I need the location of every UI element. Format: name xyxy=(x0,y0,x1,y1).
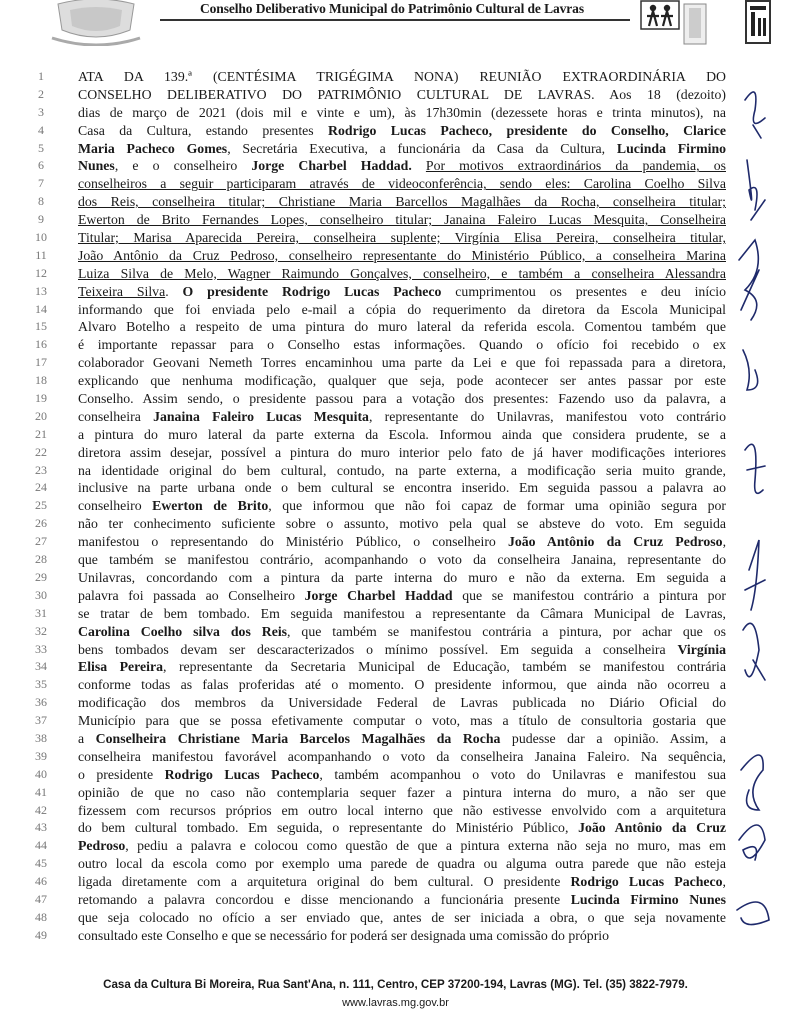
minutes-body xyxy=(28,68,726,945)
text-line xyxy=(28,497,726,515)
line-number: 40 xyxy=(35,766,47,781)
line-number: 42 xyxy=(35,802,47,817)
line-text xyxy=(78,909,726,927)
underlined-text: Titular; Marisa Aparecida Pereira, conselheira suplente; Virgínia Elisa Pereira, conselheira titular, xyxy=(78,230,726,246)
line-text xyxy=(78,569,726,587)
text-line xyxy=(28,301,726,319)
text-segment: outro local da escola como por exemplo uma parede de quadra ou alguma outra parede que não esteja xyxy=(78,856,726,872)
bold-text: Rodrigo Lucas Pacheco xyxy=(164,766,320,782)
text-segment: conforme todas as falas proferidas até o momento. O presidente informou, que ainda não ocorreu a xyxy=(78,677,726,693)
line-text xyxy=(78,318,726,336)
text-line xyxy=(28,587,726,605)
line-number: 1 xyxy=(38,69,44,83)
underlined-text: conselheiros a seguir participaram através de videoconferência, sendo eles: Carolina Coelho Silva xyxy=(78,176,726,192)
text-segment: na identidade original do bem cultural, contudo, na parte externa, a modificação seria muito grande, xyxy=(78,462,726,478)
line-number: 38 xyxy=(35,730,47,745)
heritage-seal-logo xyxy=(682,2,708,46)
text-segment: , que informou que não foi capaz de formar uma opinião segura por xyxy=(268,498,727,514)
bold-text: Ewerton de Brito xyxy=(152,498,269,514)
line-number: 30 xyxy=(35,587,47,602)
line-text xyxy=(78,641,726,659)
header-title: Conselho Deliberativo Municipal do Patrimônio Cultural de Lavras xyxy=(200,1,584,16)
line-text xyxy=(78,784,726,802)
line-text xyxy=(78,390,726,408)
line-text xyxy=(78,819,726,837)
text-segment: dias de março de 2021 (dois mil e vinte e um), às 17h30min (dezessete horas e trinta minutos), na xyxy=(78,104,726,120)
text-segment: ATA DA 139.ª (CENTÉSIMA TRIGÉGIMA NONA) REUNIÃO EXTRAORDINÁRIA DO xyxy=(78,69,726,84)
text-segment: do bem cultural tombado. Em seguida, o representante do Ministério Público, xyxy=(78,820,579,836)
text-segment: conselheiro xyxy=(78,498,153,514)
text-line xyxy=(28,819,726,837)
text-segment: a xyxy=(78,730,96,746)
line-text xyxy=(78,533,726,551)
text-line xyxy=(28,569,726,587)
line-number: 24 xyxy=(35,480,47,495)
text-line xyxy=(28,283,726,301)
line-text xyxy=(78,712,726,730)
line-number: 6 xyxy=(38,158,44,173)
text-line xyxy=(28,86,726,104)
text-line xyxy=(28,730,726,748)
line-text xyxy=(78,891,726,909)
bold-text: Maria Pacheco Gomes xyxy=(78,140,228,156)
text-line xyxy=(28,658,726,676)
text-line xyxy=(28,605,726,623)
line-number: 35 xyxy=(35,677,47,692)
text-line xyxy=(28,229,726,247)
line-number: 19 xyxy=(35,391,47,406)
text-line xyxy=(28,533,726,551)
line-number: 3 xyxy=(38,104,44,119)
line-number: 48 xyxy=(35,909,47,924)
line-text xyxy=(78,86,726,104)
text-segment: conselheira manifestou favorável acompanhando o voto da conselheira Janaina Faleiro. Na sequência, xyxy=(78,748,726,764)
bold-text: Janaina Faleiro Lucas Mesquita xyxy=(153,408,369,424)
text-line xyxy=(28,247,726,265)
margin-signatures xyxy=(722,70,791,960)
line-number: 10 xyxy=(35,230,47,245)
line-text xyxy=(78,676,726,694)
text-segment: , representante do Unilavras, manifestou voto contrário xyxy=(368,408,726,424)
bold-text: O presidente Rodrigo Lucas Pacheco xyxy=(182,283,442,299)
text-segment: explicando que nenhuma modificação, qualquer que seja, pode acontecer ser antes passar por este xyxy=(78,373,726,389)
text-line xyxy=(28,193,726,211)
line-text xyxy=(78,408,726,426)
text-line xyxy=(28,175,726,193)
text-segment: que se manifestou contrário a pintura por xyxy=(452,587,726,603)
line-text xyxy=(78,802,726,820)
line-number: 5 xyxy=(38,140,44,155)
line-number: 47 xyxy=(35,891,47,906)
text-line xyxy=(28,354,726,372)
line-text xyxy=(78,247,726,265)
line-text xyxy=(78,283,726,301)
text-segment: , xyxy=(722,534,727,550)
text-line xyxy=(28,479,726,497)
text-segment: é importante repassar para o Conselho estas informações. Quando o ofício foi recebido o ex xyxy=(78,337,726,353)
line-number: 44 xyxy=(35,838,47,853)
line-text xyxy=(78,157,726,175)
text-line xyxy=(28,265,726,283)
bold-text: Nunes xyxy=(78,158,115,174)
text-line xyxy=(28,372,726,390)
text-segment: cumprimentou os presentes e deu início xyxy=(441,283,727,299)
text-segment: consultado este Conselho e que se necessário for poderá ser designada uma comissão do próprio xyxy=(78,927,610,943)
text-line xyxy=(28,873,726,891)
text-segment: , que também se manifestou contrária a pintura, por achar que os xyxy=(287,623,727,639)
text-segment: , e o conselheiro xyxy=(114,158,252,174)
line-number: 37 xyxy=(35,713,47,728)
text-line xyxy=(28,837,726,855)
line-number: 13 xyxy=(35,283,47,298)
footer-address: Casa da Cultura Bi Moreira, Rua Sant'Ana, n. 111, Centro, CEP 37200-194, Lavras (MG). Tel. (35) 3822-7979. xyxy=(103,978,688,991)
line-number: 2 xyxy=(38,86,44,101)
text-line xyxy=(28,676,726,694)
line-text xyxy=(78,175,726,193)
text-line xyxy=(28,766,726,784)
text-segment xyxy=(412,158,426,173)
text-line xyxy=(28,318,726,336)
line-number: 15 xyxy=(35,319,47,334)
city-coat-of-arms-logo xyxy=(50,0,142,46)
line-text xyxy=(78,372,726,390)
line-number: 22 xyxy=(35,444,47,459)
line-number: 34 xyxy=(35,659,47,674)
bold-text: Jorge Charbel Haddad. xyxy=(251,158,412,174)
text-line xyxy=(28,444,726,462)
text-line xyxy=(28,462,726,480)
line-number: 23 xyxy=(35,462,47,477)
line-text xyxy=(78,354,726,372)
text-line xyxy=(28,641,726,659)
header-rule xyxy=(160,19,630,21)
line-text xyxy=(78,336,726,354)
line-number: 11 xyxy=(35,247,47,262)
text-segment: modificação dos membros da Universidade Federal de Lavras publicada no Diário Oficial do xyxy=(78,695,726,711)
text-segment: Município para que se possa efetivamente computar o voto, mas a título de consultoria gostaria que xyxy=(78,713,726,729)
line-number: 45 xyxy=(35,856,47,871)
line-text xyxy=(78,140,726,158)
line-number: 33 xyxy=(35,641,47,656)
line-text xyxy=(78,68,726,86)
text-line xyxy=(28,891,726,909)
line-number: 46 xyxy=(35,874,47,889)
line-text xyxy=(78,444,726,462)
text-line xyxy=(28,551,726,569)
line-number: 32 xyxy=(35,623,47,638)
text-segment: inclusive na parte urbana onde o bem cultural se encontra inserido. Em seguida passou a palavra ao xyxy=(78,480,726,496)
line-text xyxy=(78,426,726,444)
text-segment: Conselho. Assim sendo, o presidente passou para a votação dos presentes: Fazendo uso da palavra, a xyxy=(78,391,726,407)
line-text xyxy=(78,265,726,283)
text-segment: não ter conhecimento suficiente sobre o assunto, motivo pela qual se absteve do voto. Em seguida xyxy=(78,516,726,532)
line-number: 39 xyxy=(35,748,47,763)
text-line xyxy=(28,426,726,444)
line-number: 43 xyxy=(35,820,47,835)
bold-text: Pedroso xyxy=(78,838,126,854)
text-segment: bens tombados devam ser descaracterizados o mínimo possível. Em seguida a conselheira xyxy=(78,641,678,657)
bold-text: Rodrigo Lucas Pacheco, presidente do Conselho, Clarice xyxy=(328,122,726,138)
line-number: 36 xyxy=(35,695,47,710)
bold-text: Elisa Pereira xyxy=(78,659,164,675)
line-text xyxy=(78,515,726,533)
underlined-text: Por motivos extraordinários da pandemia, os xyxy=(425,158,726,174)
text-segment: , Secretária Executiva, a funcionária da Casa da Cultura, xyxy=(227,140,617,156)
text-line xyxy=(28,122,726,140)
line-text xyxy=(78,766,726,784)
bold-text: João Antônio da Cruz Pedroso xyxy=(507,534,723,550)
line-text xyxy=(78,694,726,712)
line-text xyxy=(78,855,726,873)
text-segment: , representante da Secretaria Municipal de Educação, também se manifestou contrária xyxy=(163,659,726,675)
text-line xyxy=(28,390,726,408)
bold-text: Rodrigo Lucas Pacheco xyxy=(570,874,723,890)
text-segment: a pintura do muro lateral da parte externa da Escola. Informou ainda que considera prudente, se a xyxy=(78,426,726,442)
line-text xyxy=(78,122,726,140)
line-text xyxy=(78,301,726,319)
line-text xyxy=(78,837,726,855)
text-line xyxy=(28,748,726,766)
text-segment: pudesse dar a opinião. Assim, a xyxy=(500,730,726,746)
heritage-building-logo xyxy=(745,0,771,44)
text-line xyxy=(28,909,726,927)
line-number: 29 xyxy=(35,569,47,584)
line-number: 27 xyxy=(35,534,47,549)
text-line xyxy=(28,802,726,820)
line-text xyxy=(78,658,726,676)
text-line xyxy=(28,515,726,533)
underlined-text: Teixeira Silva xyxy=(78,283,166,299)
text-segment: . xyxy=(165,283,183,299)
text-line xyxy=(28,855,726,873)
line-number: 41 xyxy=(35,784,47,799)
text-segment: manifestou o representando do Ministério Público, o conselheiro xyxy=(78,534,508,550)
text-line xyxy=(28,623,726,641)
line-text xyxy=(78,211,726,229)
text-line xyxy=(28,694,726,712)
underlined-text: João Antônio da Cruz Pedroso, conselheiro representante do Ministério Público, a conselheira Marina xyxy=(78,247,726,263)
line-text xyxy=(78,462,726,480)
line-text xyxy=(78,587,726,605)
text-segment: CONSELHO DELIBERATIVO DO PATRIMÔNIO CULTURAL DE LAVRAS. Aos 18 (dezoito) xyxy=(78,86,726,102)
line-text xyxy=(78,497,726,515)
line-number: 8 xyxy=(38,194,44,209)
text-segment: , xyxy=(722,874,726,890)
line-number: 21 xyxy=(35,426,47,441)
line-text xyxy=(78,605,726,623)
text-line xyxy=(28,408,726,426)
line-number: 7 xyxy=(38,176,44,191)
bold-text: Conselheira Christiane Maria Barcelos Magalhães da Rocha xyxy=(95,730,501,746)
text-line xyxy=(28,784,726,802)
underlined-text: dos Reis, conselheira titular; Christiane Maria Barcellos Magalhães da Rocha, conselheira titular; xyxy=(78,194,726,210)
line-text xyxy=(78,927,726,945)
text-segment: , também acompanhou o voto do Unilavras e manifestou sua xyxy=(319,766,726,782)
text-segment: Alvaro Botelho a respeito de uma pintura do muro lateral da referida escola. Comentou também que xyxy=(78,319,726,335)
line-number: 31 xyxy=(35,605,47,620)
footer-url: www.lavras.mg.gov.br xyxy=(342,997,449,1009)
text-segment: colaborador Geovani Nemeth Torres encaminhou uma parte da Lei e que foi repassada para a diretora, xyxy=(78,355,726,371)
text-line xyxy=(28,336,726,354)
bold-text: Lucinda Firmino Nunes xyxy=(570,891,727,907)
bold-text: Carolina Coelho silva dos Reis xyxy=(78,623,288,639)
text-segment: palavra foi passada ao Conselheiro xyxy=(78,587,305,603)
line-text xyxy=(78,748,726,766)
text-line xyxy=(28,140,726,158)
bold-text: Jorge Charbel Haddad xyxy=(304,587,453,603)
line-number: 4 xyxy=(38,122,44,137)
text-segment: diretora assim desejar, possível a pintura do muro interior pelo fato de já haver modificações interiores xyxy=(78,444,726,460)
line-number: 17 xyxy=(35,355,47,370)
text-segment: informando que foi enviada pelo e-mail a cópia do requerimento da diretora da Escola Municipal xyxy=(78,301,726,317)
underlined-text: Luiza Silva de Melo, Wagner Raimundo Gonçalves, conselheiro, e também a conselheira Alessandra xyxy=(78,265,726,281)
line-number: 49 xyxy=(35,927,47,942)
line-number: 28 xyxy=(35,552,47,567)
text-line xyxy=(28,712,726,730)
bold-text: Virgínia xyxy=(677,641,726,657)
text-segment: opinião de que no caso não contemplaria sequer fazer a pintura interna do muro, a não ser que xyxy=(78,784,726,800)
line-number: 25 xyxy=(35,498,47,513)
text-segment: , pediu a palavra e colocou como questão de que a pintura externa não seja no muro, mas em xyxy=(125,838,726,854)
text-segment: conselheira xyxy=(78,408,154,424)
text-segment: retomando a palavra concordou e disse mencionando a funcionária presente xyxy=(78,891,571,907)
line-number: 18 xyxy=(35,373,47,388)
line-number: 16 xyxy=(35,337,47,352)
text-segment: se tratar de bem tombado. Em seguida manifestou a representante da Câmara Municipal de Lavras, xyxy=(78,605,726,621)
line-number: 9 xyxy=(38,212,44,227)
text-segment: que seja colocado no ofício a ser enviado que, antes de ser iniciada a obra, o que seja novamente xyxy=(78,909,726,925)
line-number: 26 xyxy=(35,516,47,531)
text-segment: que também se manifestou contrário, acompanhando o voto da conselheira Janaina, representante do xyxy=(78,552,726,568)
text-segment: Unilavras, concordando com a pintura da parte interna do muro e não da externa. Em seguida a xyxy=(78,569,726,585)
line-text xyxy=(78,730,726,748)
text-line xyxy=(28,927,726,945)
text-segment: Casa da Cultura, estando presentes xyxy=(78,122,329,138)
line-text xyxy=(78,623,726,641)
line-text xyxy=(78,551,726,569)
council-people-logo xyxy=(640,0,680,30)
line-text xyxy=(78,104,726,122)
text-segment: o presidente xyxy=(78,766,165,782)
line-text xyxy=(78,873,726,891)
bold-text: João Antônio da Cruz xyxy=(578,820,727,836)
line-text xyxy=(78,479,726,497)
line-number: 12 xyxy=(35,265,47,280)
text-segment: fizessem com recursos próprios em outro local interno que não estivesse envolvido com a arquitetura xyxy=(78,802,726,818)
text-line xyxy=(28,104,726,122)
line-text xyxy=(78,193,726,211)
underlined-text: Ewerton de Brito Fernandes Lopes, conselheiro titular; Janaina Faleiro Lucas Mesquita, Conselheira xyxy=(78,212,726,228)
text-segment: ligada diretamente com a arquitetura original do bem cultural. O presidente xyxy=(78,874,571,890)
text-line xyxy=(28,68,726,86)
text-line xyxy=(28,211,726,229)
document-header xyxy=(0,0,791,58)
line-number: 20 xyxy=(35,408,47,423)
text-line xyxy=(28,157,726,175)
line-text xyxy=(78,229,726,247)
bold-text: Lucinda Firmino xyxy=(616,140,727,156)
line-number: 14 xyxy=(35,301,47,316)
